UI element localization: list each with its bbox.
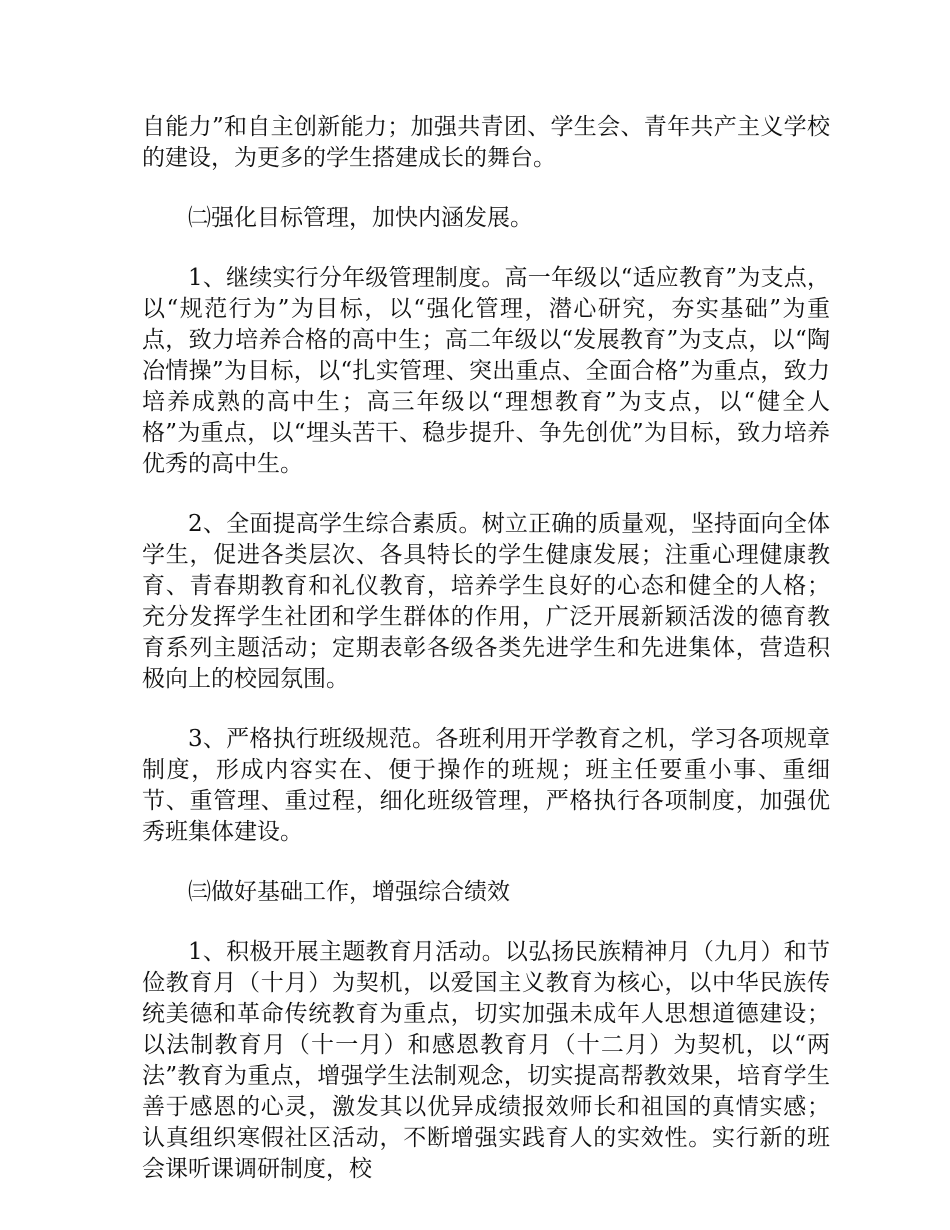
paragraph-student-quality: 2、全面提高学生综合素质。树立正确的质量观，坚持面向全体学生，促进各类层次、各具特长的学生健康发展；注重心理健康教育、青春期教育和礼仪教育，培养学生良好的心态和健全的人格；充分发挥学生社团和学生群体的作用，广泛开展新颖活泼的德育教育系列主题活动；定期表彰各级各类先进学生和先进集体，营造积极向上的校园氛围。 <box>142 511 830 692</box>
paragraph-continuation: 自能力”和自主创新能力；加强共青团、学生会、青年共产主义学校的建设，为更多的学生搭建成长的舞台。 <box>142 114 830 171</box>
paragraph-class-rules: 3、严格执行班级规范。各班利用开学教育之机，学习各项规章制度，形成内容实在、便于操作的班规；班主任要重小事、重细节、重管理、重过程，细化班级管理，严格执行各项制度，加强优秀班集体建设。 <box>142 726 830 845</box>
paragraph-grade-management: 1、继续实行分年级管理制度。高一年级以“适应教育”为支点，以“规范行为”为目标，以“强化管理，潜心研究，夯实基础”为重点，致力培养合格的高中生；高二年级以“发展教育”为支点，以“陶冶情操”为目标，以“扎实管理、突出重点、全面合格”为重点，致力培养成熟的高中生；高三年级以“理想教育”为支点，以“健全人格”为重点，以“埋头苦干、稳步提升、争先创优”为目标，致力培养优秀的高中生。 <box>142 265 830 477</box>
section-heading-3: ㈢做好基础工作，增强综合绩效 <box>188 879 510 905</box>
document-page <box>142 112 830 1214</box>
paragraph-theme-month: 1、积极开展主题教育月活动。以弘扬民族精神月（九月）和节俭教育月（十月）为契机，以爱国主义教育为核心，以中华民族传统美德和革命传统教育为重点，切实加强未成年人思想道德建设；以法制教育月（十一月）和感恩教育月（十二月）为契机，以“两法”教育为重点，增强学生法制观念，切实提高帮教效果，培育学生善于感恩的心灵，激发其以优异成绩报效师长和祖国的真情实感；认真组织寒假社区活动，不断增强实践育人的实效性。实行新的班会课听课调研制度，校 <box>142 939 830 1182</box>
section-heading-2: ㈡强化目标管理，加快内涵发展。 <box>188 205 533 231</box>
